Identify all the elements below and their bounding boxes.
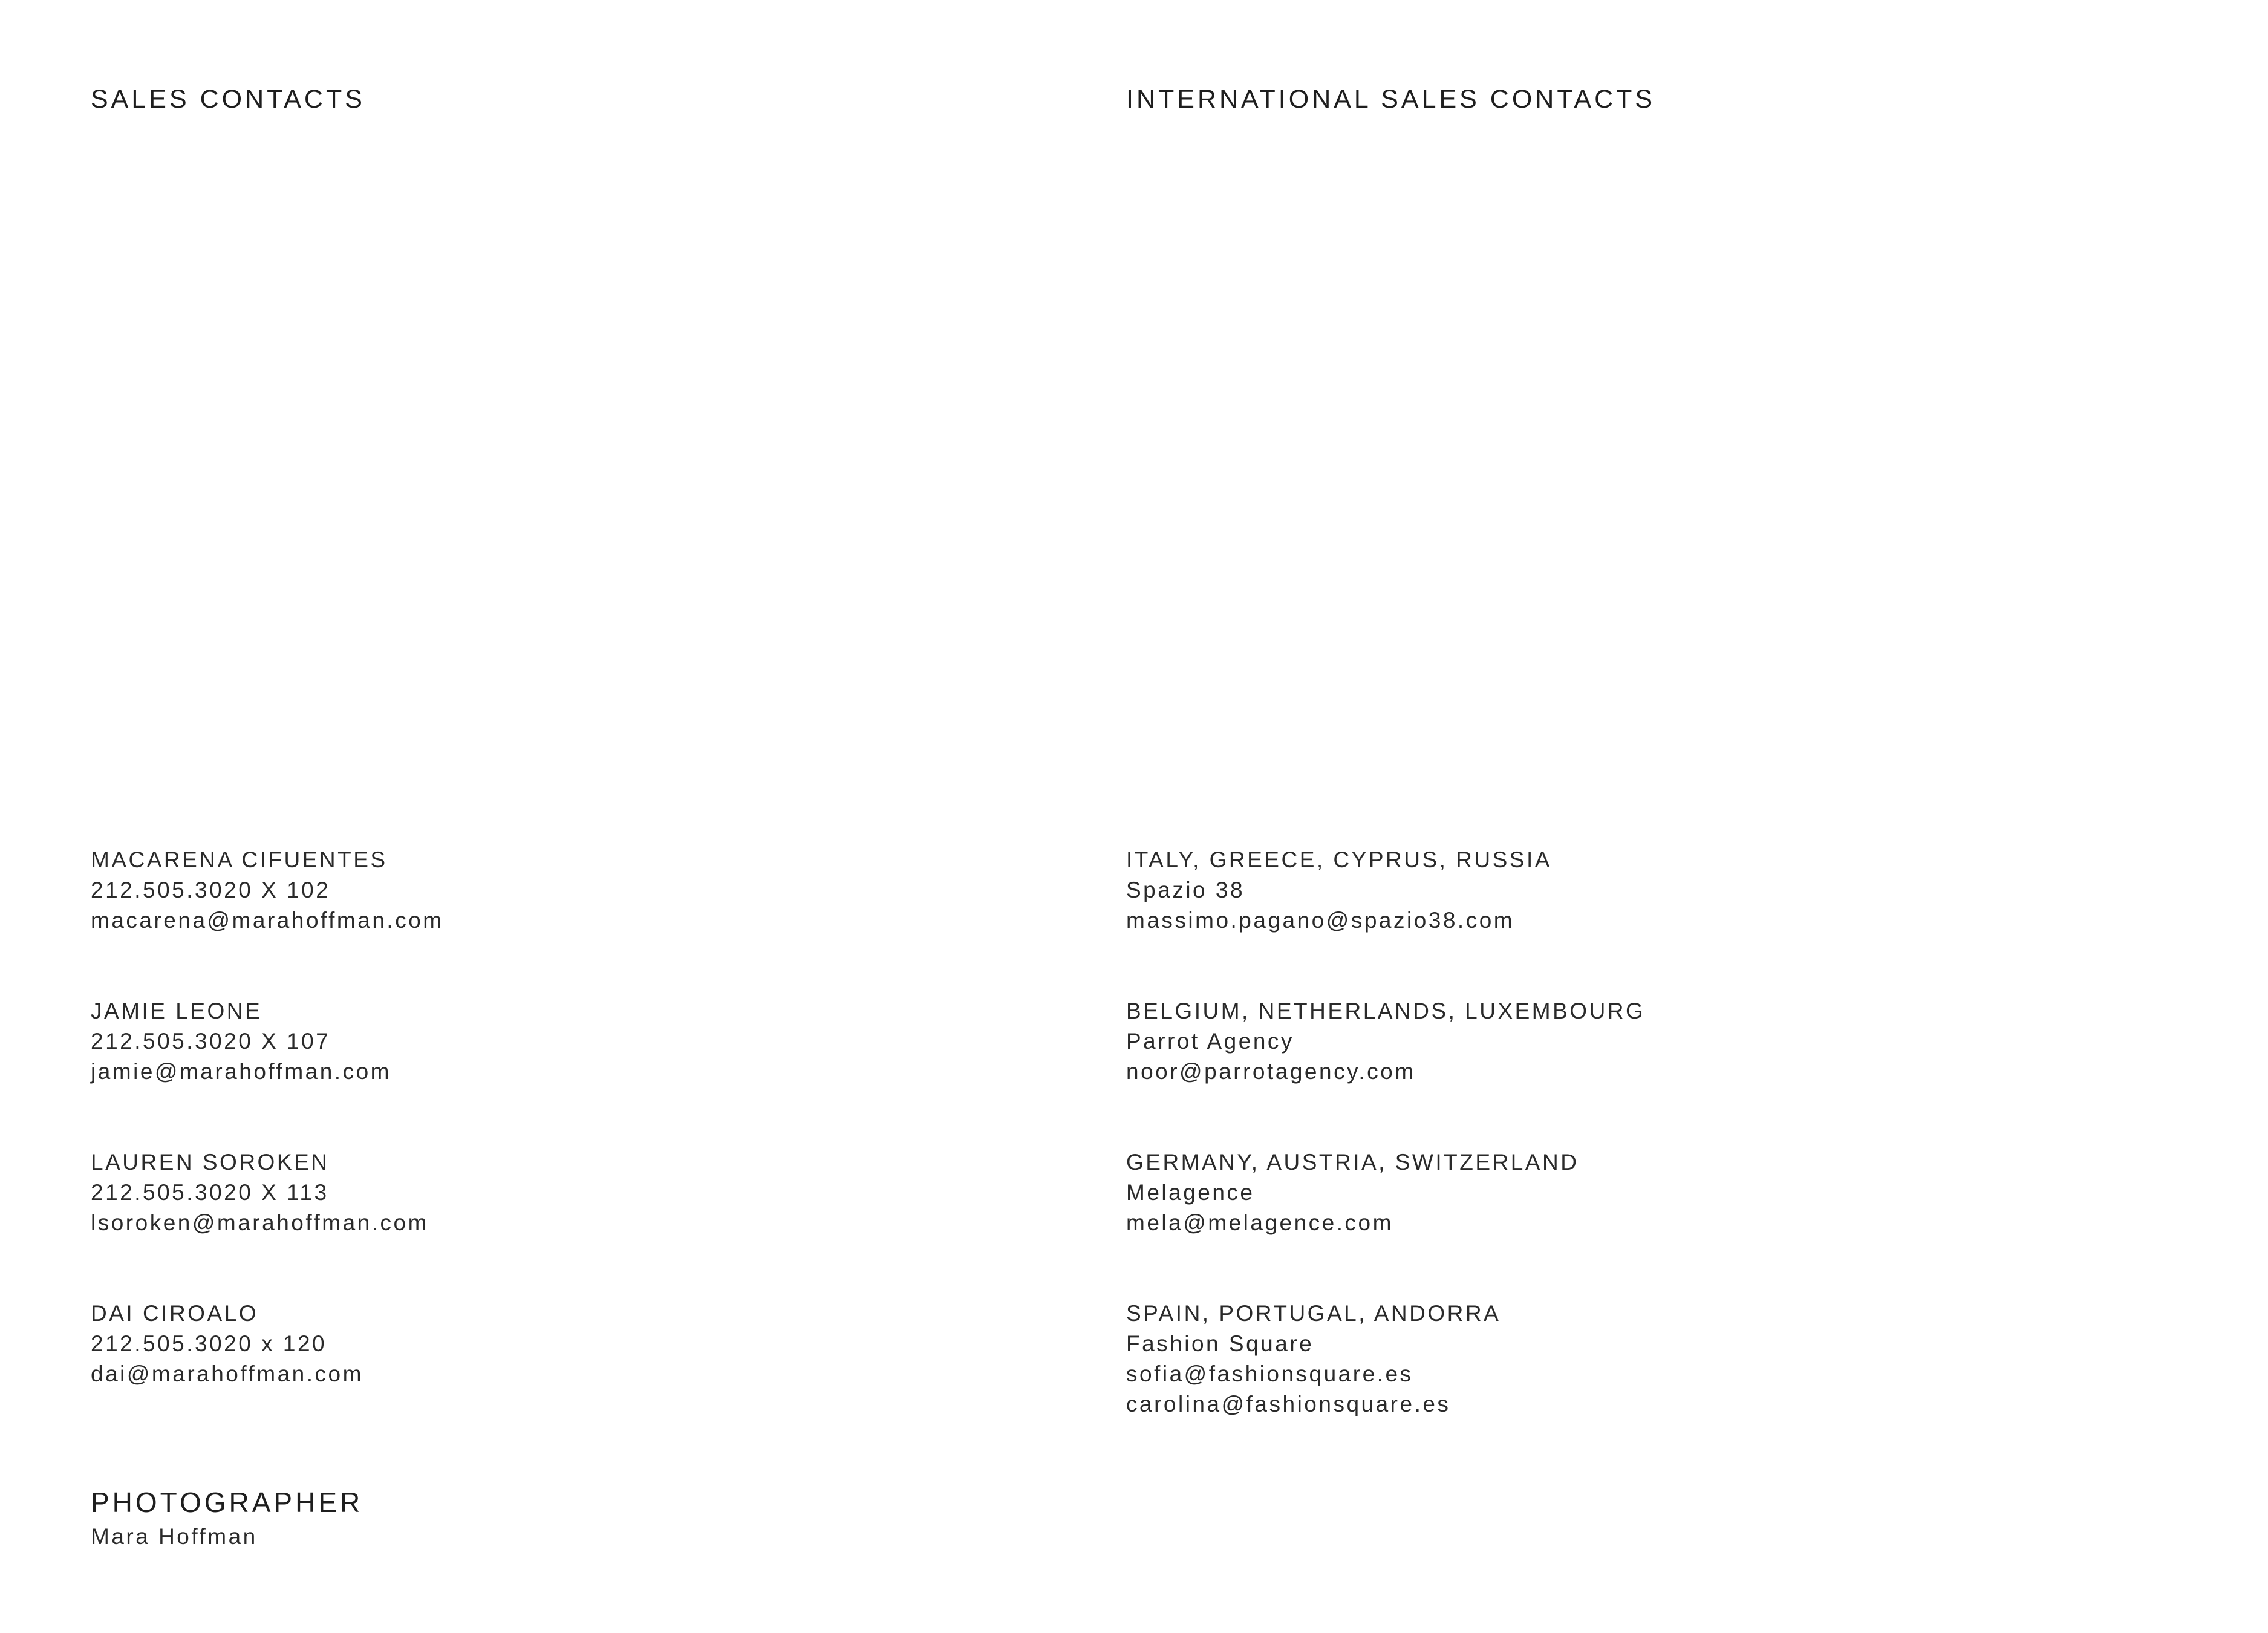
- international-contact: [1126, 1299, 1645, 1420]
- contact-region: BELGIUM, NETHERLANDS, LUXEMBOURG: [1126, 999, 1646, 1023]
- international-sales-contacts-heading: INTERNATIONAL SALES CONTACTS: [1126, 85, 1656, 114]
- international-contact: [1126, 996, 1645, 1087]
- photographer-credit: [91, 1483, 363, 1552]
- international-contacts-list: [1126, 845, 1645, 1480]
- international-contact: [1126, 1147, 1645, 1238]
- contact-email[interactable]: dai@marahoffman.com: [91, 1361, 363, 1386]
- photographer-name: Mara Hoffman: [91, 1524, 258, 1549]
- photographer-heading: PHOTOGRAPHER: [91, 1487, 363, 1518]
- contact-phone: 212.505.3020 X 102: [91, 878, 331, 902]
- international-contact: [1126, 845, 1645, 936]
- contact-name: MACARENA CIFUENTES: [91, 847, 388, 872]
- contact-email[interactable]: jamie@marahoffman.com: [91, 1059, 391, 1084]
- sales-contact: [91, 1299, 444, 1389]
- contact-email[interactable]: massimo.pagano@spazio38.com: [1126, 908, 1515, 933]
- contact-name: DAI CIROALO: [91, 1301, 258, 1326]
- contact-agency: Spazio 38: [1126, 878, 1245, 902]
- contact-agency: Melagence: [1126, 1180, 1255, 1205]
- contact-email[interactable]: lsoroken@marahoffman.com: [91, 1210, 429, 1235]
- contact-region: GERMANY, AUSTRIA, SWITZERLAND: [1126, 1150, 1579, 1175]
- sales-contact: [91, 845, 444, 936]
- sales-contact: [91, 1147, 444, 1238]
- contact-phone: 212.505.3020 X 113: [91, 1180, 329, 1205]
- contact-name: LAUREN SOROKEN: [91, 1150, 330, 1175]
- contact-region: ITALY, GREECE, CYPRUS, RUSSIA: [1126, 847, 1552, 872]
- contact-email[interactable]: sofia@fashionsquare.es: [1126, 1361, 1413, 1386]
- sales-contact: [91, 996, 444, 1087]
- sales-contacts-heading: SALES CONTACTS: [91, 85, 365, 114]
- contact-agency: Fashion Square: [1126, 1331, 1314, 1356]
- contact-email[interactable]: carolina@fashionsquare.es: [1126, 1392, 1451, 1416]
- contact-agency: Parrot Agency: [1126, 1029, 1294, 1054]
- contact-email[interactable]: mela@melagence.com: [1126, 1210, 1393, 1235]
- contact-name: JAMIE LEONE: [91, 999, 262, 1023]
- contact-email[interactable]: macarena@marahoffman.com: [91, 908, 444, 933]
- contact-region: SPAIN, PORTUGAL, ANDORRA: [1126, 1301, 1501, 1326]
- contact-email[interactable]: noor@parrotagency.com: [1126, 1059, 1416, 1084]
- contact-phone: 212.505.3020 x 120: [91, 1331, 327, 1356]
- contact-phone: 212.505.3020 X 107: [91, 1029, 331, 1054]
- sales-contacts-list: [91, 845, 444, 1450]
